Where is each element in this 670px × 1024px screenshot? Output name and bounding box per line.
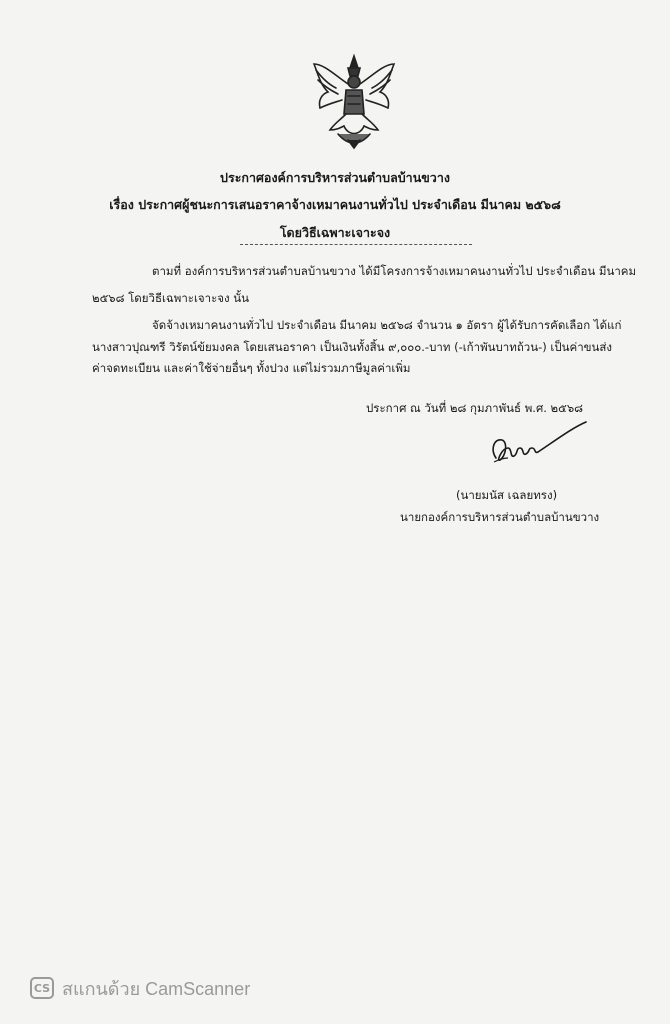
heading-subject: เรื่อง ประกาศผู้ชนะการเสนอราคาจ้างเหมาคนงานทั่วไป ประจำเดือน มีนาคม ๒๕๖๘ bbox=[109, 197, 561, 212]
camscanner-text: สแกนด้วย CamScanner bbox=[62, 978, 251, 999]
signer-name: (นายมนัส เฉลยทรง) bbox=[456, 488, 558, 502]
paragraph-2-line-3: ค่าจดทะเบียน และค่าใช้จ่ายอื่นๆ ทั้งปวง แต่ไม่รวมภาษีมูลค่าเพิ่ม bbox=[92, 361, 411, 375]
paragraph-1-line-1: ตามที่ องค์การบริหารส่วนตำบลบ้านขวาง ได้มีโครงการจ้างเหมาคนงานทั่วไป ประจำเดือน มีนาคม bbox=[152, 264, 637, 278]
camscanner-logo-icon: CS bbox=[30, 977, 54, 999]
paragraph-2-line-1: จัดจ้างเหมาคนงานทั่วไป ประจำเดือน มีนาคม ๒๕๖๘ จำนวน ๑ อัตรา ผู้ได้รับการคัดเลือก ได้แก่ bbox=[152, 318, 622, 332]
heading-organization: ประกาศองค์การบริหารส่วนตำบลบ้านขวาง bbox=[220, 170, 450, 185]
signer-title: นายกองค์การบริหารส่วนตำบลบ้านขวาง bbox=[400, 510, 600, 524]
paragraph-1-line-2: ๒๕๖๘ โดยวิธีเฉพาะเจาะจง นั้น bbox=[92, 291, 249, 305]
heading-method: โดยวิธีเฉพาะเจาะจง bbox=[279, 225, 391, 240]
camscanner-watermark bbox=[30, 974, 250, 1002]
paragraph-2-line-2: นางสาวปุณฑรี วิรัตน์ข้ยมงคล โดยเสนอราคา เป็นเงินทั้งสิ้น ๙,๐๐๐.-บาท (-เก้าพันบาทถ้วน-) เป็นค่าขนส่ง bbox=[92, 340, 613, 354]
announcement-date: ประกาศ ณ วันที่ ๒๘ กุมภาพันธ์ พ.ศ. ๒๕๖๘ bbox=[366, 401, 584, 415]
garuda-emblem-icon bbox=[308, 50, 400, 150]
separator-line bbox=[240, 244, 472, 245]
handwritten-signature bbox=[486, 418, 588, 468]
